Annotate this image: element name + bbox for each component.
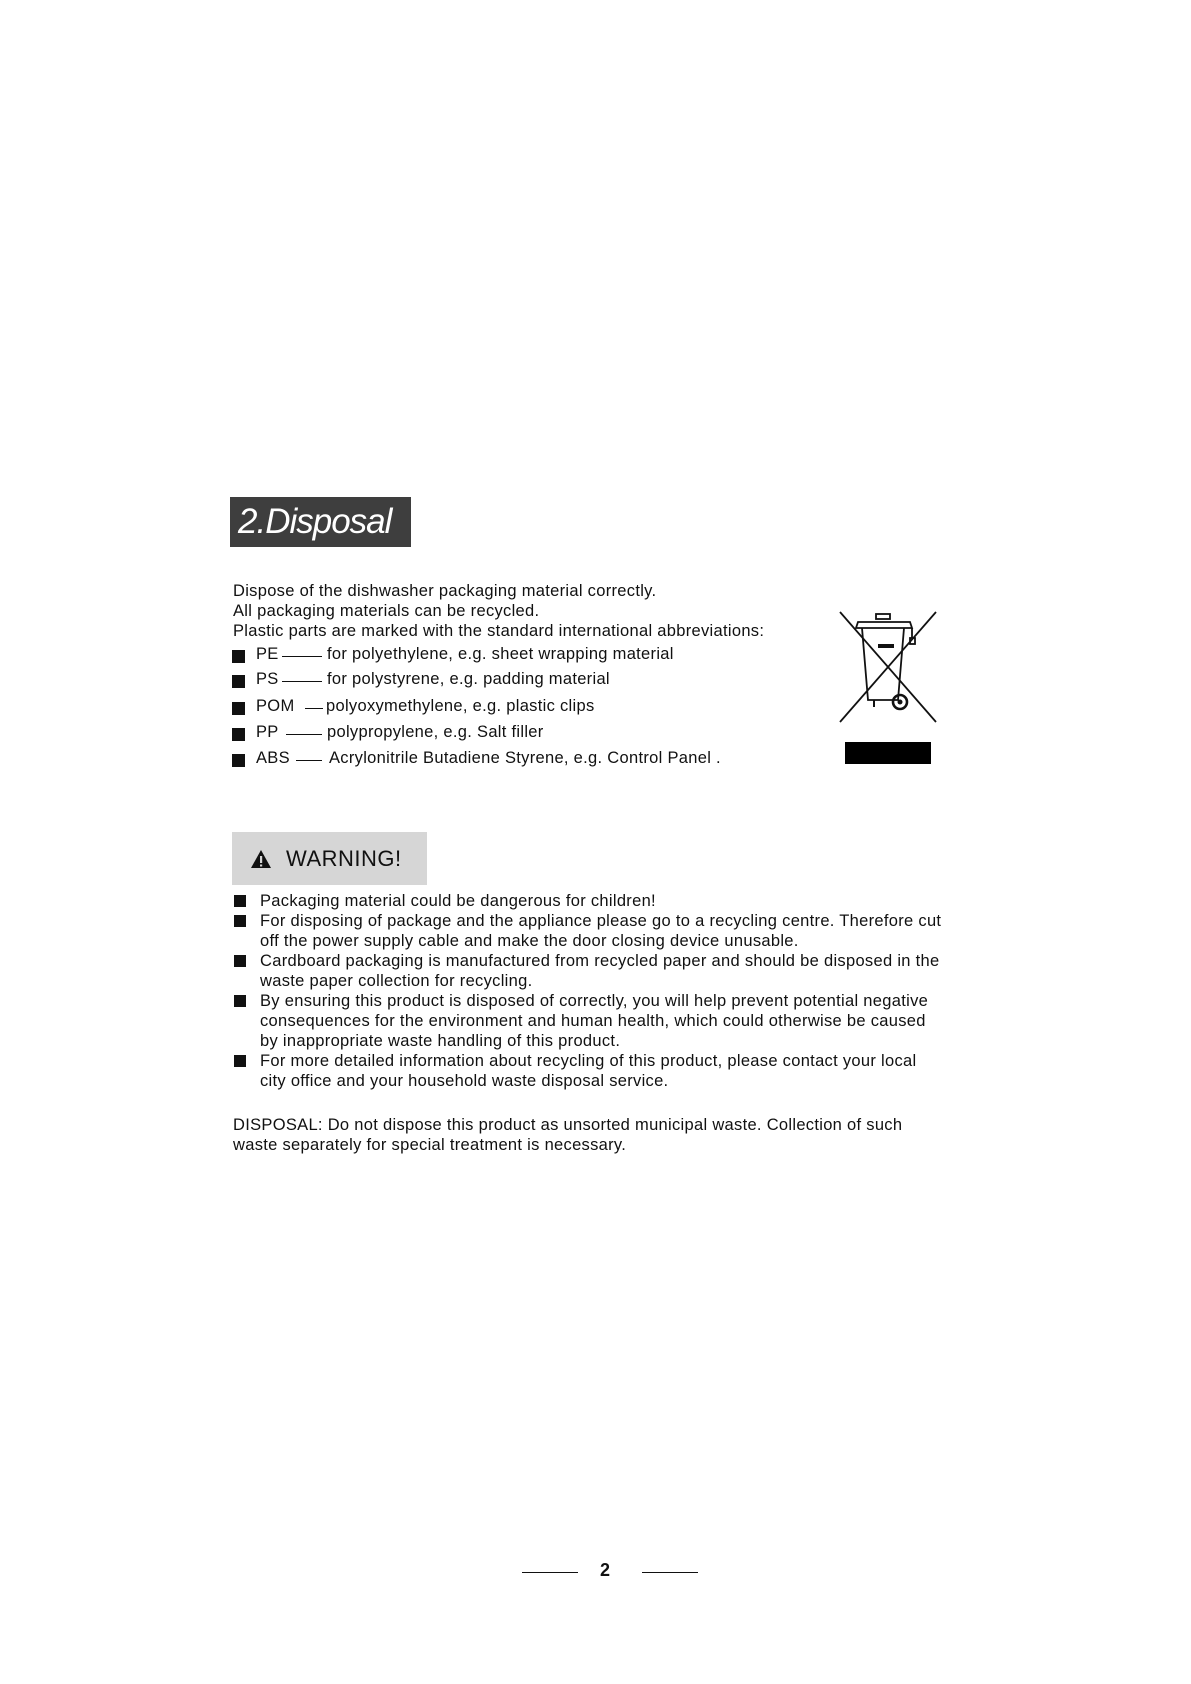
disposal-note-line: waste separately for special treatment is necessary. bbox=[233, 1136, 627, 1154]
abbreviation-description: Acrylonitrile Butadiene Styrene, e.g. Control Panel . bbox=[329, 748, 721, 767]
bullet-square-icon bbox=[234, 1055, 246, 1067]
warning-item bbox=[234, 951, 1036, 991]
bullet-square-icon bbox=[234, 955, 246, 967]
warning-item bbox=[234, 911, 1036, 951]
abbreviation-item bbox=[232, 722, 544, 741]
intro-line: Plastic parts are marked with the standard international abbreviations: bbox=[233, 622, 765, 640]
warning-item bbox=[234, 891, 1036, 911]
black-bar bbox=[845, 742, 931, 764]
page-footer bbox=[0, 1558, 1191, 1588]
abbreviation-item bbox=[232, 696, 595, 715]
warning-item-line: For more detailed information about recycling of this product, please contact your local bbox=[260, 1052, 917, 1070]
warning-item-line: consequences for the environment and human health, which could otherwise be caused bbox=[260, 1012, 926, 1030]
abbreviation-code: POM bbox=[256, 696, 295, 715]
intro-line: All packaging materials can be recycled. bbox=[233, 602, 540, 620]
dash-line bbox=[286, 734, 322, 735]
page-number: 2 bbox=[600, 1560, 611, 1580]
bullet-square-icon bbox=[232, 675, 245, 688]
dash-line bbox=[296, 760, 322, 761]
bullet-square-icon bbox=[234, 995, 246, 1007]
dash-line bbox=[282, 656, 322, 657]
bullet-square-icon bbox=[232, 754, 245, 767]
warning-item-line: Cardboard packaging is manufactured from recycled paper and should be disposed in the bbox=[260, 952, 940, 970]
abbreviation-description: polypropylene, e.g. Salt filler bbox=[327, 722, 544, 741]
bullet-square-icon bbox=[232, 728, 245, 741]
warning-item bbox=[234, 991, 1036, 1051]
warning-item-line: city office and your household waste disposal service. bbox=[260, 1072, 669, 1090]
warning-item-line: Packaging material could be dangerous for children! bbox=[260, 892, 656, 910]
section-title: 2.Disposal bbox=[230, 497, 411, 547]
intro-line: Dispose of the dishwasher packaging material correctly. bbox=[233, 582, 657, 600]
warning-list bbox=[234, 891, 1036, 1091]
footer-rule-right bbox=[642, 1572, 698, 1573]
abbreviation-description: for polyethylene, e.g. sheet wrapping material bbox=[327, 644, 674, 663]
warning-item-line: By ensuring this product is disposed of correctly, you will help prevent potential negative bbox=[260, 992, 929, 1010]
warning-item-line: waste paper collection for recycling. bbox=[260, 972, 533, 990]
bullet-square-icon bbox=[232, 650, 245, 663]
abbreviation-item bbox=[232, 748, 721, 767]
abbreviation-code: PS bbox=[256, 669, 279, 688]
bullet-square-icon bbox=[232, 702, 245, 715]
crossed-out-wheelie-bin-icon bbox=[838, 606, 938, 724]
warning-item-line: For disposing of package and the appliance please go to a recycling centre. Therefore cut bbox=[260, 912, 942, 930]
warning-item-line: off the power supply cable and make the door closing device unusable. bbox=[260, 932, 799, 950]
abbreviation-description: for polystyrene, e.g. padding material bbox=[327, 669, 610, 688]
abbreviation-code: ABS bbox=[256, 748, 290, 767]
disposal-note-line: DISPOSAL: Do not dispose this product as unsorted municipal waste. Collection of such bbox=[233, 1116, 903, 1134]
dash-line bbox=[305, 708, 323, 709]
warning-triangle-icon bbox=[250, 849, 272, 869]
bullet-square-icon bbox=[234, 915, 246, 927]
abbreviation-item bbox=[232, 669, 610, 688]
dash-line bbox=[282, 681, 322, 682]
warning-header bbox=[232, 832, 427, 885]
warning-item-line: by inappropriate waste handling of this product. bbox=[260, 1032, 621, 1050]
disposal-note bbox=[233, 1115, 902, 1155]
abbreviation-code: PE bbox=[256, 644, 279, 663]
footer-rule-left bbox=[522, 1572, 578, 1573]
intro-text bbox=[233, 581, 764, 641]
warning-item bbox=[234, 1051, 1036, 1091]
warning-label: WARNING! bbox=[286, 845, 402, 871]
abbreviation-item bbox=[232, 644, 674, 663]
abbreviation-code: PP bbox=[256, 722, 279, 741]
abbreviation-description: polyoxymethylene, e.g. plastic clips bbox=[326, 696, 595, 715]
bullet-square-icon bbox=[234, 895, 246, 907]
